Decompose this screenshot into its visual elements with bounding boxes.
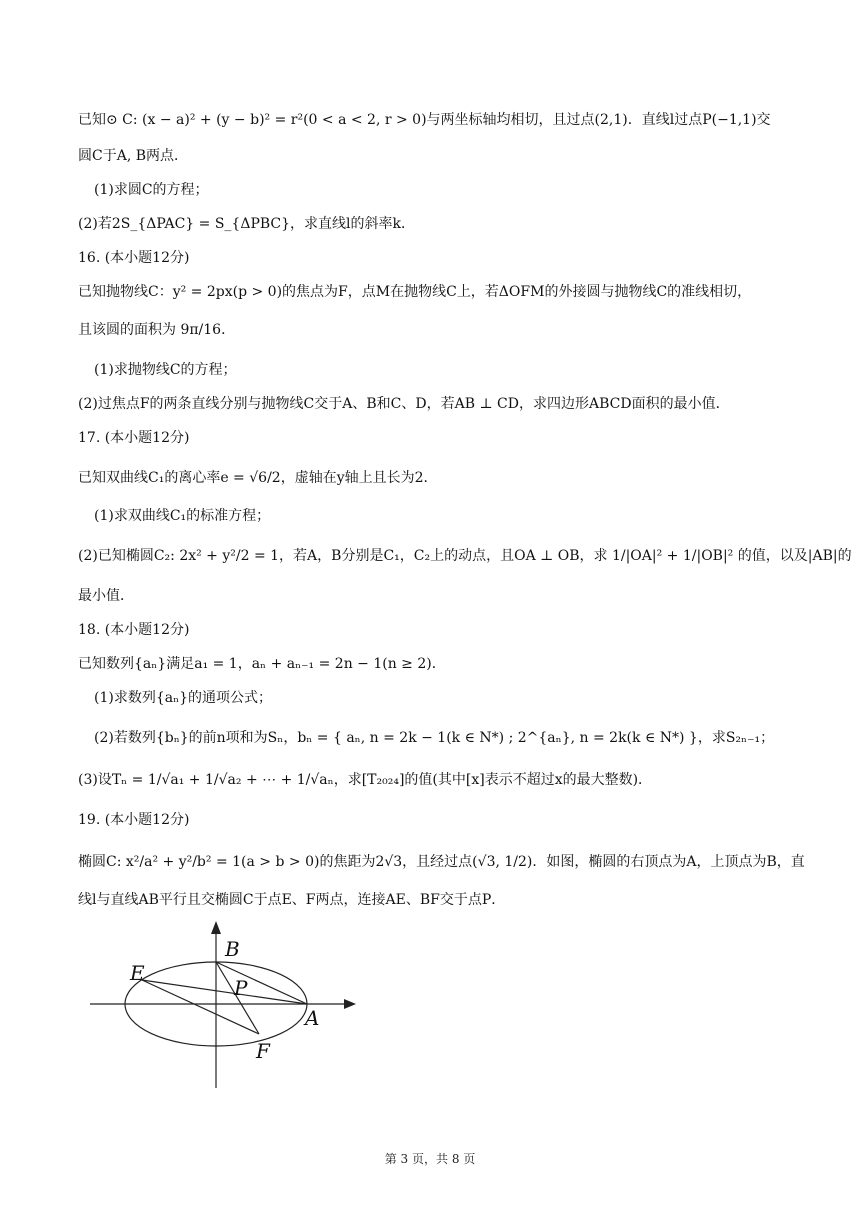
p19-header: 19. (本小题12分) bbox=[78, 812, 190, 828]
label-E: E bbox=[130, 961, 145, 985]
ellipse-figure bbox=[84, 916, 364, 1096]
p17-question-2-line-2: 最小值． bbox=[78, 588, 134, 604]
p18-question-2: (2)若数列{bₙ}的前n项和为Sₙ，bₙ = { aₙ, n = 2k − 1(k ∈ N*) ; 2^{aₙ}, n = 2k(k ∈ N*) }，求S₂ₙ₋₁； bbox=[94, 730, 775, 746]
p19-stem-line-2: 线l与直线AB平行且交椭圆C于点E、F两点，连接AE、BF交于点P． bbox=[78, 892, 506, 908]
p18-question-1: (1)求数列{aₙ}的通项公式； bbox=[94, 690, 273, 706]
page-footer: 第 3 页，共 8 页 bbox=[384, 1152, 476, 1166]
p15-stem-line-1: 已知⊙ C: (x − a)² + (y − b)² = r²(0 < a < 2, r > 0)与两坐标轴均相切，且过点(2,1)．直线l过点P(−1,1)交 bbox=[78, 112, 771, 128]
p17-question-1: (1)求双曲线C₁的标准方程； bbox=[94, 508, 271, 524]
p17-stem: 已知双曲线C₁的离心率e = √6/2，虚轴在y轴上且长为2． bbox=[78, 470, 438, 486]
label-A: A bbox=[305, 1006, 320, 1030]
p18-header: 18. (本小题12分) bbox=[78, 622, 190, 638]
p17-header: 17. (本小题12分) bbox=[78, 430, 190, 446]
p18-stem: 已知数列{aₙ}满足a₁ = 1，aₙ + aₙ₋₁ = 2n − 1(n ≥ 2)． bbox=[78, 656, 446, 672]
p15-question-1: (1)求圆C的方程； bbox=[94, 182, 209, 198]
x-axis-arrow bbox=[344, 999, 356, 1009]
p17-question-2-line-1: (2)已知椭圆C₂: 2x² + y²/2 = 1，若A，B分别是C₁，C₂上的动点，且OA ⊥ OB，求 1/|OA|² + 1/|OB|² 的值，以及|AB|的 bbox=[78, 548, 852, 564]
p16-question-1: (1)求抛物线C的方程； bbox=[94, 362, 237, 378]
p18-question-3: (3)设Tₙ = 1/√a₁ + 1/√a₂ + ⋯ + 1/√aₙ，求[T₂₀₂₄]的值(其中[x]表示不超过x的最大整数)． bbox=[78, 772, 653, 788]
label-B: B bbox=[225, 937, 240, 961]
y-axis-arrow bbox=[211, 921, 221, 934]
p16-question-2: (2)过焦点F的两条直线分别与抛物线C交于A、B和C、D，若AB ⊥ CD，求四边形ABCD面积的最小值． bbox=[78, 396, 730, 412]
p15-question-2: (2)若2S_{ΔPAC} = S_{ΔPBC}，求直线l的斜率k． bbox=[78, 216, 415, 232]
p19-stem-line-1: 椭圆C: x²/a² + y²/b² = 1(a > b > 0)的焦距为2√3，且经过点(√3, 1/2)．如图，椭圆的右顶点为A，上顶点为B，直 bbox=[78, 854, 805, 870]
p16-header: 16. (本小题12分) bbox=[78, 250, 190, 266]
p15-stem-line-2: 圆C于A, B两点． bbox=[78, 148, 189, 164]
label-F: F bbox=[256, 1039, 270, 1063]
p16-stem-line-2: 且该圆的面积为 9π/16． bbox=[78, 322, 236, 338]
label-P: P bbox=[234, 976, 248, 1000]
p16-stem-line-1: 已知抛物线C：y² = 2px(p > 0)的焦点为F，点M在抛物线C上，若ΔOFM的外接圆与抛物线C的准线相切， bbox=[78, 284, 752, 300]
